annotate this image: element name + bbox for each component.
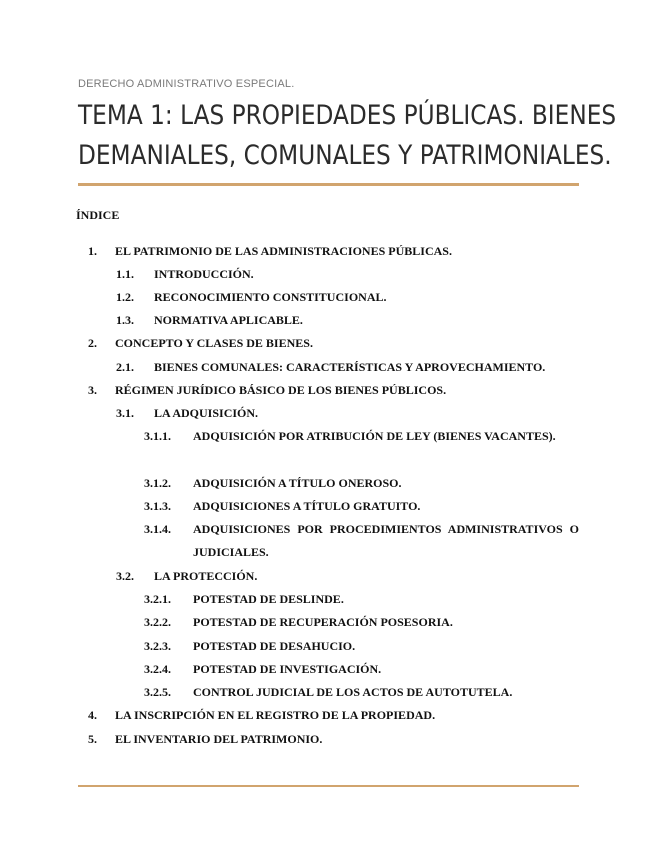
toc-text: NORMATIVA APLICABLE. (154, 313, 303, 327)
title-line-1: TEMA 1: LAS PROPIEDADES PÚBLICAS. BIENES (78, 100, 617, 131)
toc-text: ADQUISICIÓN A TÍTULO ONEROSO. (193, 476, 402, 490)
toc-text: ADQUISICIONES A TÍTULO GRATUITO. (193, 499, 421, 513)
toc-number: 5. (88, 732, 97, 746)
toc-text: INTRODUCCIÓN. (154, 267, 254, 281)
toc-number: 3.1.3. (144, 499, 171, 513)
toc-heading: ÍNDICE (76, 208, 120, 222)
toc-number: 2. (88, 336, 97, 350)
top-divider (78, 183, 579, 186)
toc-number: 3.2.4. (144, 662, 171, 676)
toc-text: CONTROL JUDICIAL DE LOS ACTOS DE AUTOTUTELA. (193, 685, 513, 699)
toc-text: EL INVENTARIO DEL PATRIMONIO. (115, 732, 323, 746)
toc-number: 3.2.1. (144, 592, 171, 606)
document-title (78, 96, 617, 176)
toc-number: 1. (88, 244, 97, 258)
toc-number: 3.2. (116, 569, 134, 583)
toc-text: ADQUISICIÓN POR ATRIBUCIÓN DE LEY (BIENES VACANTES). (193, 429, 556, 443)
toc-text: POTESTAD DE DESAHUCIO. (193, 639, 356, 653)
toc-number: 2.1. (116, 360, 134, 374)
title-line-2: DEMANIALES, COMUNALES Y PATRIMONIALES. (78, 140, 612, 171)
toc-number: 3.1.4. (144, 522, 171, 536)
toc-text: RECONOCIMIENTO CONSTITUCIONAL. (154, 290, 387, 304)
toc-text: POTESTAD DE DESLINDE. (193, 592, 344, 606)
toc-number: 3.1.1. (144, 429, 171, 443)
toc-text: EL PATRIMONIO DE LAS ADMINISTRACIONES PÚBLICAS. (115, 244, 452, 258)
toc-text: BIENES COMUNALES: CARACTERÍSTICAS Y APROVECHAMIENTO. (154, 360, 546, 374)
toc-number: 3.2.2. (144, 615, 171, 629)
toc-number: 3.1. (116, 406, 134, 420)
toc-text: CONCEPTO Y CLASES DE BIENES. (115, 336, 313, 350)
toc-number: 1.3. (116, 313, 134, 327)
toc-text: LA INSCRIPCIÓN EN EL REGISTRO DE LA PROPIEDAD. (115, 708, 436, 722)
toc-text: LA ADQUISICIÓN. (154, 406, 259, 420)
toc-number: 3.1.2. (144, 476, 171, 490)
toc-text: LA PROTECCIÓN. (154, 569, 258, 583)
document-kicker: DERECHO ADMINISTRATIVO ESPECIAL. (78, 78, 295, 90)
toc-number: 3. (88, 383, 97, 397)
toc-number: 3.2.3. (144, 639, 171, 653)
toc-number: 4. (88, 708, 97, 722)
toc-number: 3.2.5. (144, 685, 171, 699)
toc-text: ADQUISICIONES POR PROCEDIMIENTOS ADMINISTRATIVOS O JUDICIALES. (193, 522, 579, 559)
toc-text: POTESTAD DE INVESTIGACIÓN. (193, 662, 382, 676)
toc-text: POTESTAD DE RECUPERACIÓN POSESORIA. (193, 615, 453, 629)
toc-number: 1.2. (116, 290, 134, 304)
bottom-divider (78, 785, 579, 787)
toc-text: RÉGIMEN JURÍDICO BÁSICO DE LOS BIENES PÚBLICOS. (115, 383, 447, 397)
toc-number: 1.1. (116, 267, 134, 281)
